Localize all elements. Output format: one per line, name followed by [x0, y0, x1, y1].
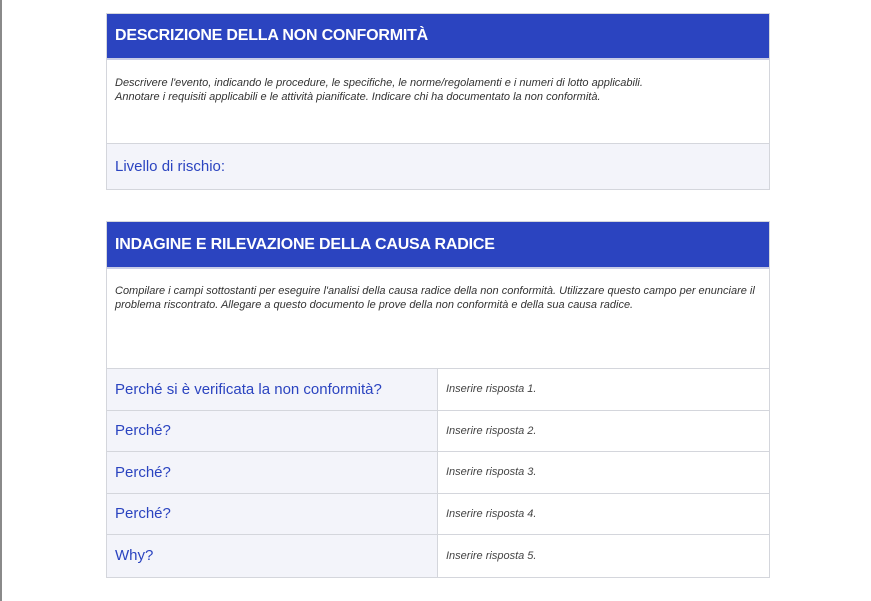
description-field[interactable] [107, 60, 769, 144]
risk-level-label: Livello di rischio: [115, 158, 226, 175]
section-title: INDAGINE E RILEVAZIONE DELLA CAUSA RADICE [107, 222, 769, 269]
description-instruction-line-2: Annotare i requisiti applicabili e le attività pianificate. Indicare chi ha documentato la non conformità. [115, 91, 601, 103]
root-cause-instructions: Compilare i campi sottostanti per eseguire l'analisi della causa radice della non conformità. Utilizzare questo campo per enunciare il problema riscontrato. Allegare a questo documento le prove della non conformità e della sua causa radice. [115, 285, 755, 311]
risk-level-field[interactable] [107, 144, 769, 189]
table-row [107, 369, 769, 411]
why-answer-1-field[interactable]: Inserire risposta 1. [446, 383, 537, 396]
why-answer-5-field[interactable]: Inserire risposta 5. [446, 549, 537, 562]
nonconformity-description-section [106, 13, 770, 190]
page-left-border [0, 0, 2, 601]
root-cause-description-field[interactable] [107, 269, 769, 369]
why-answer-2-field[interactable]: Inserire risposta 2. [446, 424, 537, 437]
table-row [107, 452, 769, 494]
table-row [107, 494, 769, 536]
five-whys-table [107, 369, 769, 577]
section-title: DESCRIZIONE DELLA NON CONFORMITÀ [107, 14, 769, 60]
why-answer-3-field[interactable]: Inserire risposta 3. [446, 466, 537, 479]
description-instruction-line-1: Descrivere l'evento, indicando le procedure, le specifiche, le norme/regolamenti e i numeri di lotto applicabili. [115, 77, 643, 89]
why-question-1: Perché si è verificata la non conformità? [107, 369, 438, 410]
table-row [107, 535, 769, 577]
why-question-5: Why? [107, 535, 438, 577]
why-question-3: Perché? [107, 452, 438, 493]
why-answer-4-field[interactable]: Inserire risposta 4. [446, 507, 537, 520]
table-row [107, 411, 769, 453]
why-question-4: Perché? [107, 494, 438, 535]
why-question-2: Perché? [107, 411, 438, 452]
root-cause-investigation-section [106, 221, 770, 578]
